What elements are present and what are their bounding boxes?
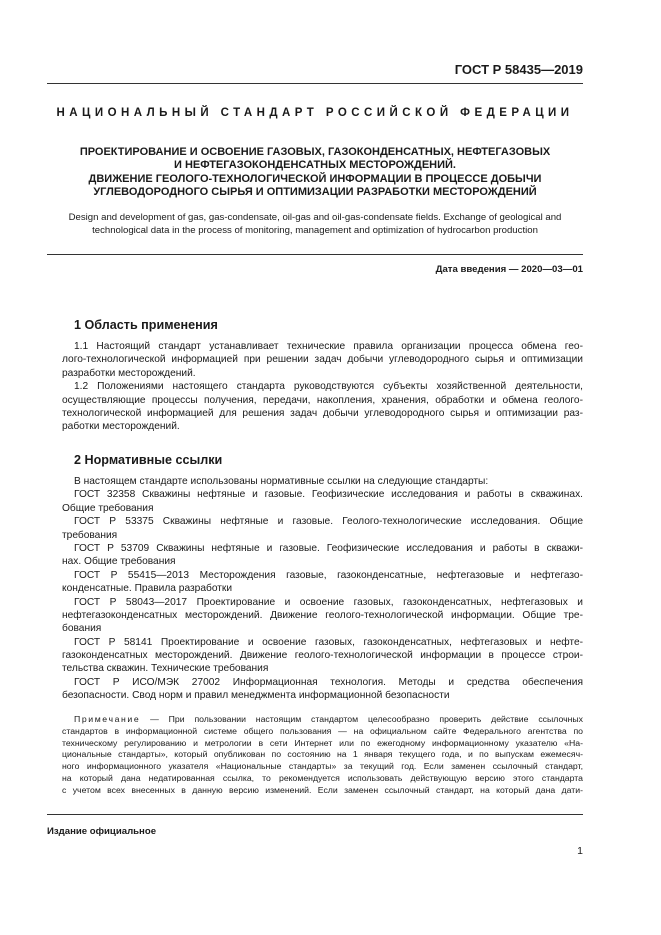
page-number: 1 xyxy=(577,845,583,857)
reference-line: Общие требования xyxy=(62,502,154,514)
reference-line: ГОСТ Р 53709 Скважины нефтяные и газовые. Геофизические исследования и работы в скважи- xyxy=(74,542,583,554)
title-en-line: Design and development of gas, gas-condensate, oil-gas and oil-gas-condensate fields. Exchange of geological and xyxy=(68,212,562,223)
reference-line: нах. Общие требования xyxy=(62,556,176,568)
reference-line: ГОСТ 32358 Скважины нефтяные и газовые. Геофизические исследования и работы в скважинах. xyxy=(74,489,583,501)
paragraph-line: разработки месторождений. xyxy=(62,367,196,379)
paragraph-line: В настоящем стандарте использованы нормативные ссылки на следующие стандарты: xyxy=(74,476,489,487)
introduction-date: Дата введения — 2020—03—01 xyxy=(435,264,583,275)
reference-line: безопасности. Свод норм и правил менеджмента информационной безопасности xyxy=(62,690,450,702)
paragraph-line: технологической информацией для решения задач добычи углеводородного сырья и оптимизации раз- xyxy=(62,407,583,419)
note-label: Примечание xyxy=(74,714,141,724)
reference-line: требования xyxy=(62,529,118,541)
note-text: — При пользовании настоящим стандартом целесообразно проверить действие ссылочных xyxy=(140,714,583,724)
section-body-scope xyxy=(62,340,583,434)
reference-line: ГОСТ Р 53375 Скважины нефтяные и газовые. Геолого-технологические исследования. Общие xyxy=(74,516,583,528)
title-line: ДВИЖЕНИЕ ГЕОЛОГО-ТЕХНОЛОГИЧЕСКОЙ ИНФОРМАЦИИ В ПРОЦЕССЕ ДОБЫЧИ xyxy=(88,172,542,185)
note-line: техническому регулированию и метрологии в сети Интернет или по ежегодному информационному указателю «На- xyxy=(62,737,583,748)
reference-line: ГОСТ Р 58141 Проектирование и освоение газовых, газоконденсатных, нефтегазовых и нефте- xyxy=(74,636,583,648)
reference-line: бования xyxy=(62,623,102,635)
note-line: стандартов в информационной системе общего пользования — на официальном сайте Федерального агентства по xyxy=(62,725,583,736)
note-line: ного информационного указателя «Национальные стандарты» за текущий год. Если заменен ссылочный стандарт, xyxy=(62,761,583,772)
reference-line: ГОСТ Р 55415—2013 Месторождения газовые, газоконденсатные, нефтегазовые и нефтегазо- xyxy=(74,569,583,581)
edition-label: Издание официальное xyxy=(47,826,157,837)
title-en-line: technological data in the process of monitoring, management and optimization of hydrocarbon production xyxy=(92,225,538,236)
document-title-ru xyxy=(47,146,583,199)
title-line: ПРОЕКТИРОВАНИЕ И ОСВОЕНИЕ ГАЗОВЫХ, ГАЗОКОНДЕНСАТНЫХ, НЕФТЕГАЗОВЫХ xyxy=(79,146,551,158)
note-first-line xyxy=(62,714,583,726)
reference-line: ГОСТ Р 58043—2017 Проектирование и освоение газовых, газоконденсатных, нефтегазовых и xyxy=(74,596,583,608)
reference-line: нефтегазоконденсатных месторождений. Движение геолого-технологической информации. Общие тре- xyxy=(62,609,583,621)
note-block xyxy=(62,714,583,797)
title-line: УГЛЕВОДОРОДНОГО СЫРЬЯ И ОПТИМИЗАЦИИ РАЗРАБОТКИ МЕСТОРОЖДЕНИЙ xyxy=(93,185,537,198)
paragraph-line: лого-технологической информацией при решении задач добычи углеводородного сырья и оптимизации xyxy=(62,354,583,366)
paragraph-line: осуществляющие процессы получения, передачи, накопления, хранения, обработки и обмена геолого- xyxy=(62,394,583,406)
document-title-en xyxy=(47,211,583,237)
section-heading-references: 2 Нормативные ссылки xyxy=(74,453,223,467)
paragraph-line: работки месторождений. xyxy=(62,421,180,433)
reference-line: газоконденсатных месторождений. Движение геолого-технологической информации в процессе строи- xyxy=(62,650,583,662)
paragraph-line: 1.1 Настоящий стандарт устанавливает технические правила организации процесса обмена гео- xyxy=(74,341,583,352)
title-divider xyxy=(47,254,583,255)
reference-line: тельства скважин. Технические требования xyxy=(62,663,269,675)
reference-line: конденсатные. Правила разработки xyxy=(62,583,233,595)
footer-divider xyxy=(47,814,583,815)
section-heading-scope: 1 Область применения xyxy=(74,318,218,332)
paragraph-line: 1.2 Положениями настоящего стандарта руководствуются субъекты хозяйственной деятельности, xyxy=(74,381,583,393)
note-line: на который дана недатированная ссылка, то рекомендуется использовать действующую версию этого стандарта xyxy=(62,772,583,783)
national-standard-banner: НАЦИОНАЛЬНЫЙ СТАНДАРТ РОССИЙСКОЙ ФЕДЕРАЦИИ xyxy=(56,107,574,119)
note-line: циональные стандарты», который опубликован по состоянию на 1 января текущего года, и по выпускам ежемесяч- xyxy=(62,749,583,760)
section-body-references xyxy=(62,475,583,703)
note-line: с учетом всех внесенных в данную версию изменений. Если заменен ссылочный стандарт, на который дана дати- xyxy=(62,784,583,795)
top-divider xyxy=(47,83,583,84)
document-code: ГОСТ Р 58435—2019 xyxy=(454,62,583,77)
title-line: И НЕФТЕГАЗОКОНДЕНСАТНЫХ МЕСТОРОЖДЕНИЙ. xyxy=(174,159,456,172)
reference-line: ГОСТ Р ИСО/МЭК 27002 Информационная технология. Методы и средства обеспечения xyxy=(74,676,583,688)
